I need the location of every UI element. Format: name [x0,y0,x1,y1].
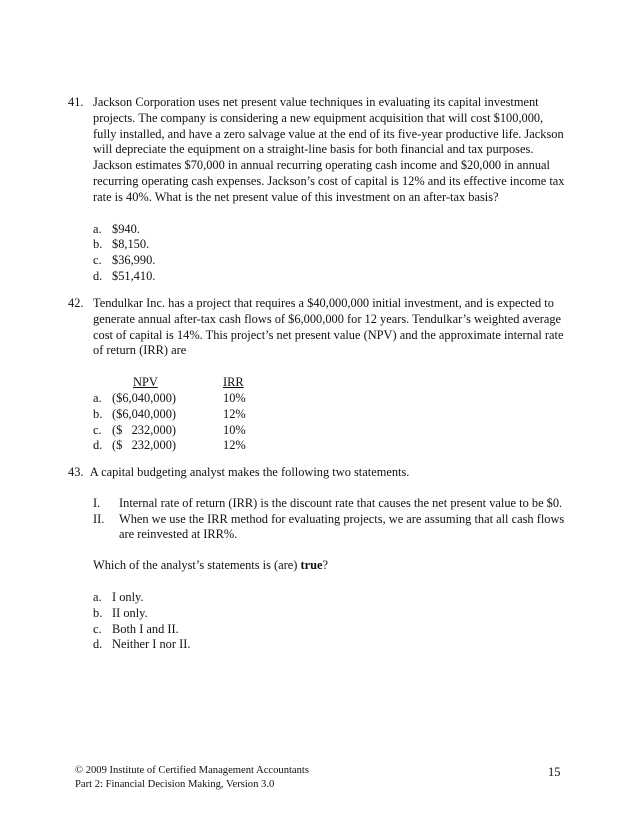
page-number: 15 [548,765,561,779]
option-a: a. I only. [93,589,144,604]
question-text: 43. A capital budgeting analyst makes the following two statements. [68,465,410,479]
table-row: c. ($ 232,000) 10% [93,422,246,437]
irr-header: IRR [223,375,244,390]
npv-header: NPV [133,375,158,390]
question-number: 42. [68,296,84,310]
table-header [93,375,568,391]
page-footer [75,764,309,791]
question-43 [68,465,568,653]
option-c: c. Both I and II. [93,621,179,636]
option-d: d. Neither I nor II. [93,637,191,652]
question-41 [68,95,568,285]
answer-options [93,590,568,653]
part-title: Part 2: Financial Decision Making, Version 3.0 [75,778,275,790]
question-text: Jackson Corporation uses net present value techniques in evaluating its capital investment projects. The company is considering a new equipment acquisition that will cost $100,000, fully installed, and have a zero salvage value at the end of its five-year productive life. Jackson will depreciate the equipment on a straight-line basis for both financial and tax purposes. Jackson estimates $70,000 in annual recurring operating cash income and $20,000 in annual recurring operating cash expenses. Jackson’s cost of capital is 12% and its effective income tax rate is 40%. What is the net present value of this investment on an after-tax basis? [93,95,565,204]
statement-ii: II. When we use the IRR method for evaluating projects, we are assuming that all cash flows are reinvested at IRR%. [93,511,565,542]
question-42 [68,296,568,454]
table-row: a. ($6,040,000) 10% [93,390,246,405]
option-a: a. $940. [93,221,140,236]
question-number: 41. [68,95,84,109]
answer-options [93,222,568,285]
copyright-text: © 2009 Institute of Certified Management Accountants [75,765,309,776]
statement-i: I. Internal rate of return (IRR) is the discount rate that causes the net present value to be $0. [93,495,563,510]
answer-table [93,375,568,454]
question-prompt: Which of the analyst’s statements is (are) true? [93,558,329,573]
table-row: b. ($6,040,000) 12% [93,406,246,421]
option-b: b. $8,150. [93,237,150,252]
question-number: 43. [68,465,84,479]
option-c: c. $36,990. [93,253,156,268]
statements [93,496,568,543]
table-row: d. ($ 232,000) 12% [93,438,246,453]
question-text: Tendulkar Inc. has a project that requires a $40,000,000 initial investment, and is expected to generate annual after-tax cash flows of $6,000,000 for 12 years. Tendulkar’s weighted average cost of capital is 14%. This project’s net present value (NPV) and the approximate internal rate of return (IRR) are [93,296,564,358]
option-b: b. II only. [93,605,148,620]
option-d: d. $51,410. [93,268,156,283]
